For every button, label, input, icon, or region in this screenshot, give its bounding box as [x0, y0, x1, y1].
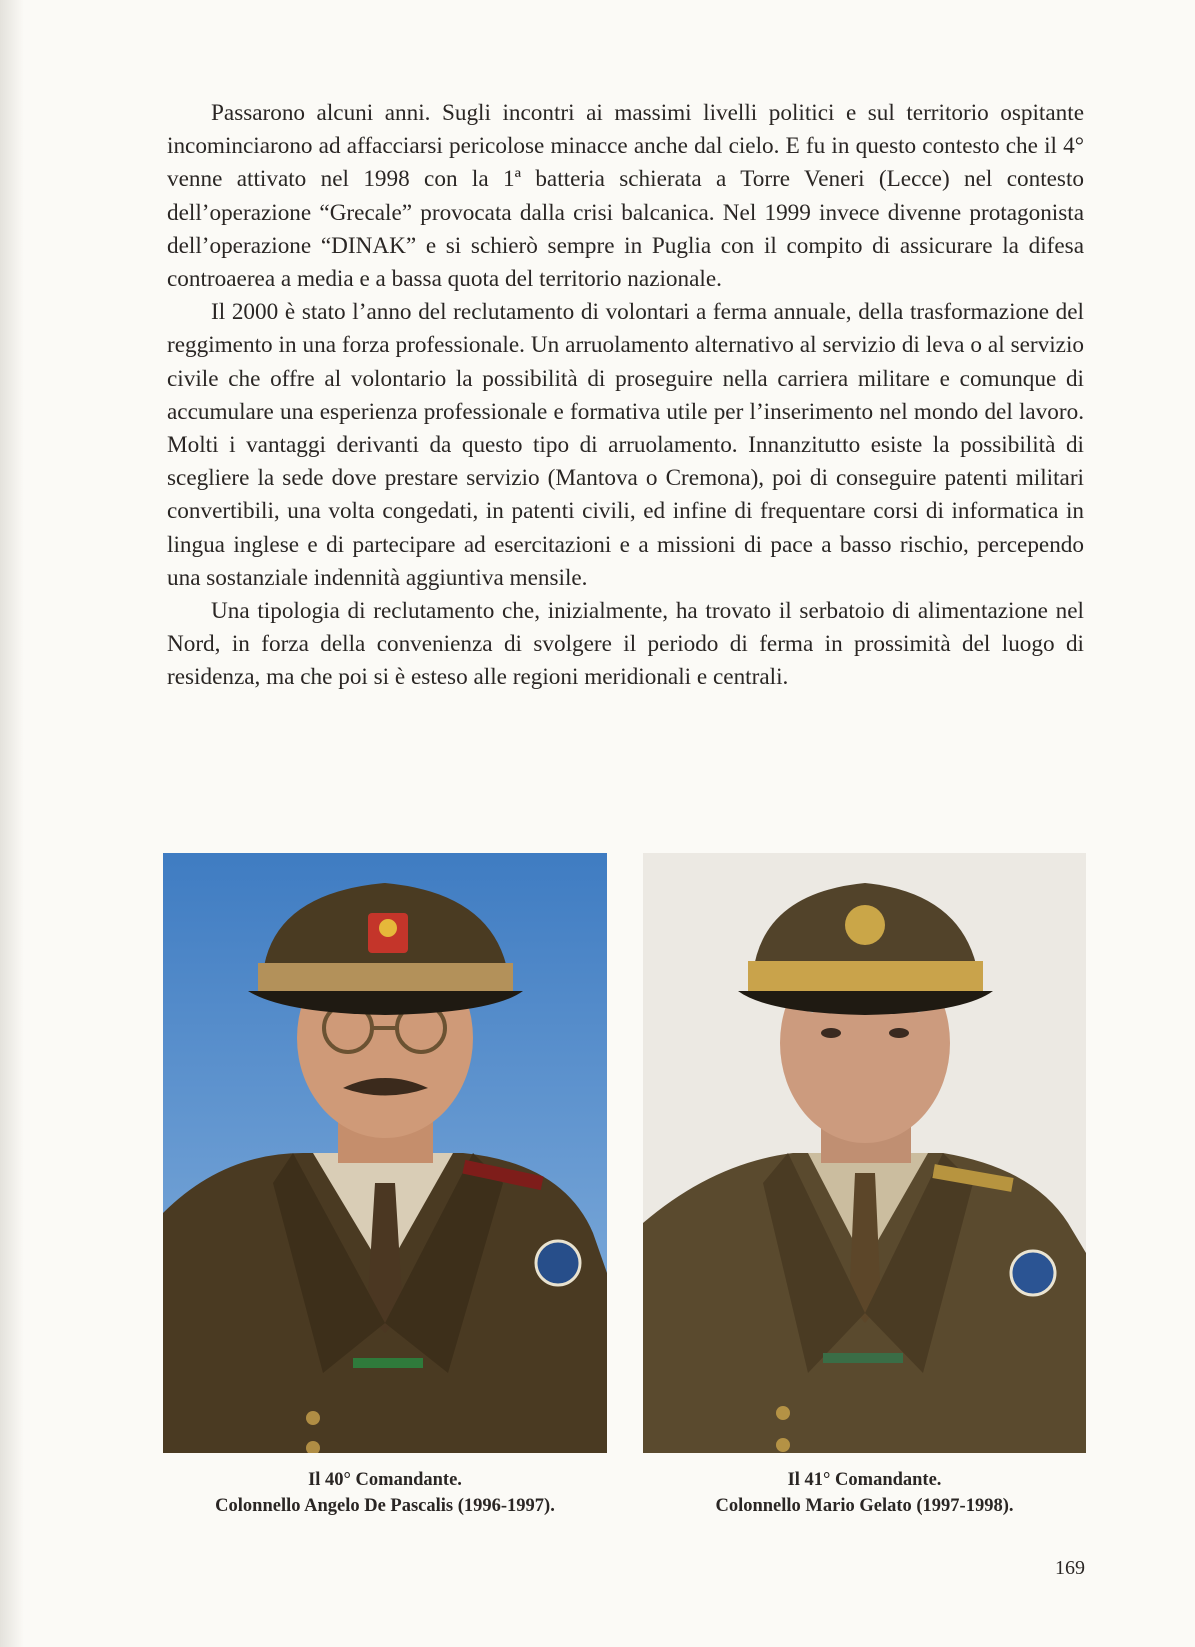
- caption-left-title: Il 40° Comandante.: [308, 1470, 462, 1490]
- paragraph-3: Una tipologia di reclutamento che, inizialmente, ha trovato il serbatoio di alimentazione nel Nord, in forza della convenienza di svolgere il periodo di ferma in prossimità del luogo di residenza, ma che poi si è esteso alle regioni meridionali e centrali.: [167, 598, 1084, 691]
- page-number: 169: [1055, 1557, 1085, 1579]
- portrait-photo-gelato: [643, 853, 1086, 1453]
- page-gutter-shadow: [0, 0, 24, 1647]
- caption-right-name: Colonnello Mario Gelato (1997-1998).: [715, 1496, 1014, 1516]
- caption-right: [643, 1467, 1086, 1519]
- paragraph-2: Il 2000 è stato l’anno del reclutamento di volontari a ferma annuale, della trasformazione del reggimento in una forza professionale. Un arruolamento alternativo al servizio di leva o al servizio civile che offre al volontario la possibilità di proseguire nella carriera militare e comunque di accumulare una esperienza professionale e formativa utile per l’inserimento nel mondo del lavoro. Molti i vantaggi derivanti da questo tipo di arruolamento. Innanzitutto esiste la possibilità di scegliere la sede dove prestare servizio (Mantova o Cremona), poi di conseguire patenti militari convertibili, una volta congedati, in patenti civili, ed infine di frequentare corsi di informatica in lingua inglese e di partecipare ad esercitazioni e a missioni di pace a basso rischio, percependo una sostanziale indennità aggiuntiva mensile.: [167, 299, 1084, 591]
- caption-left: [163, 1467, 607, 1519]
- portrait-illustration-left: [163, 853, 607, 1453]
- body-text: [167, 97, 1084, 695]
- portrait-photo-de-pascalis: [163, 853, 607, 1453]
- caption-right-title: Il 41° Comandante.: [787, 1470, 942, 1490]
- caption-left-name: Colonnello Angelo De Pascalis (1996-1997).: [215, 1496, 555, 1516]
- paragraph-1: Passarono alcuni anni. Sugli incontri ai massimi livelli politici e sul territorio ospitante incominciarono ad affacciarsi pericolose minacce anche dal cielo. E fu in questo contesto che il 4° venne attivato nel 1998 con la 1ª batteria schierata a Torre Veneri (Lecce) nel contesto dell’operazione “Grecale” provocata dalla crisi balcanica. Nel 1999 invece divenne protagonista dell’operazione “DINAK” e si schierò sempre in Puglia con il compito di assicurare la difesa controaerea a media e a bassa quota del territorio nazionale.: [167, 100, 1084, 293]
- portrait-illustration-right: [643, 853, 1086, 1453]
